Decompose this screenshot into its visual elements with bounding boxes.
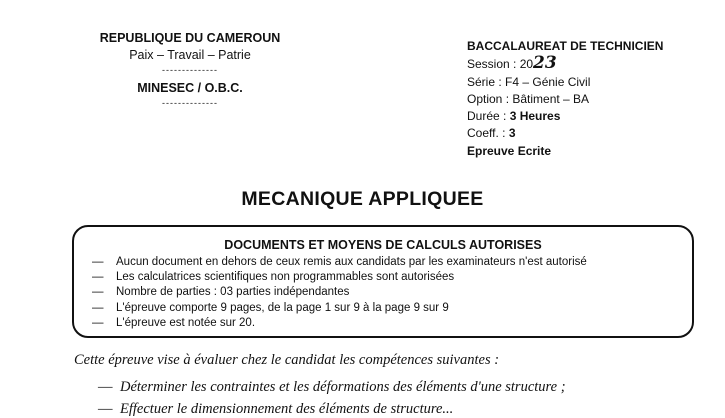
dash-bullet: — [92, 286, 104, 299]
coeff-line [467, 125, 663, 142]
competence-item: — Effectuer le dimensionnement des éléments de structure... [98, 401, 454, 417]
dash-bullet: — [92, 256, 104, 268]
country-name: REPUBLIQUE DU CAMEROUN [99, 31, 281, 45]
option-line: Option : Bâtiment – BA [467, 91, 590, 106]
session-line [467, 55, 663, 73]
session-year-handwritten: 23 [533, 53, 557, 74]
separator: -------------- [162, 98, 218, 108]
competence-item: — Déterminer les contraintes et les déformations des éléments d'une structure ; [98, 379, 566, 395]
duree-label: Durée : [467, 109, 510, 124]
list-item: — L'épreuve est notée sur 20. [92, 316, 587, 331]
list-item: — Aucun document en dehors de ceux remis aux candidats par les examinateurs n'est autorisé [92, 255, 587, 270]
list-item: — Les calculatrices scientifiques non programmables sont autorisées [92, 270, 587, 285]
duree-line [467, 108, 663, 125]
serie-line: Série : F4 – Génie Civil [467, 74, 591, 89]
dash-bullet: — [98, 401, 113, 417]
coeff-value: 3 [508, 126, 516, 141]
dash-bullet: — [92, 301, 104, 314]
list-item: — L'épreuve comporte 9 pages, de la page 1 sur 9 à la page 9 sur 9 [92, 301, 587, 316]
duree-value: 3 Heures [509, 109, 561, 124]
coeff-label: Coeff. : [467, 126, 509, 141]
page-title: MECANIQUE APPLIQUEE [241, 188, 484, 210]
dash-bullet: — [92, 316, 104, 329]
header-right [467, 38, 663, 160]
box-title: DOCUMENTS ET MOYENS DE CALCULS AUTORISES [224, 238, 542, 252]
ministry-name: MINESEC / O.B.C. [137, 81, 243, 95]
dash-bullet: — [98, 379, 113, 395]
rules-list [92, 255, 587, 331]
national-motto: Paix – Travail – Patrie [129, 48, 251, 62]
intro-text: Cette épreuve vise à évaluer chez le candidat les compétences suivantes : [74, 352, 500, 368]
epreuve-type: Epreuve Ecrite [467, 143, 552, 158]
session-label: Session : 20 [467, 57, 534, 72]
dash-bullet: — [92, 271, 104, 284]
header-left [80, 30, 300, 109]
authorized-documents-box [72, 225, 694, 338]
list-item: — Nombre de parties : 03 parties indépendantes [92, 285, 587, 300]
separator: -------------- [162, 65, 218, 75]
exam-name: BACCALAUREAT DE TECHNICIEN [467, 39, 664, 53]
